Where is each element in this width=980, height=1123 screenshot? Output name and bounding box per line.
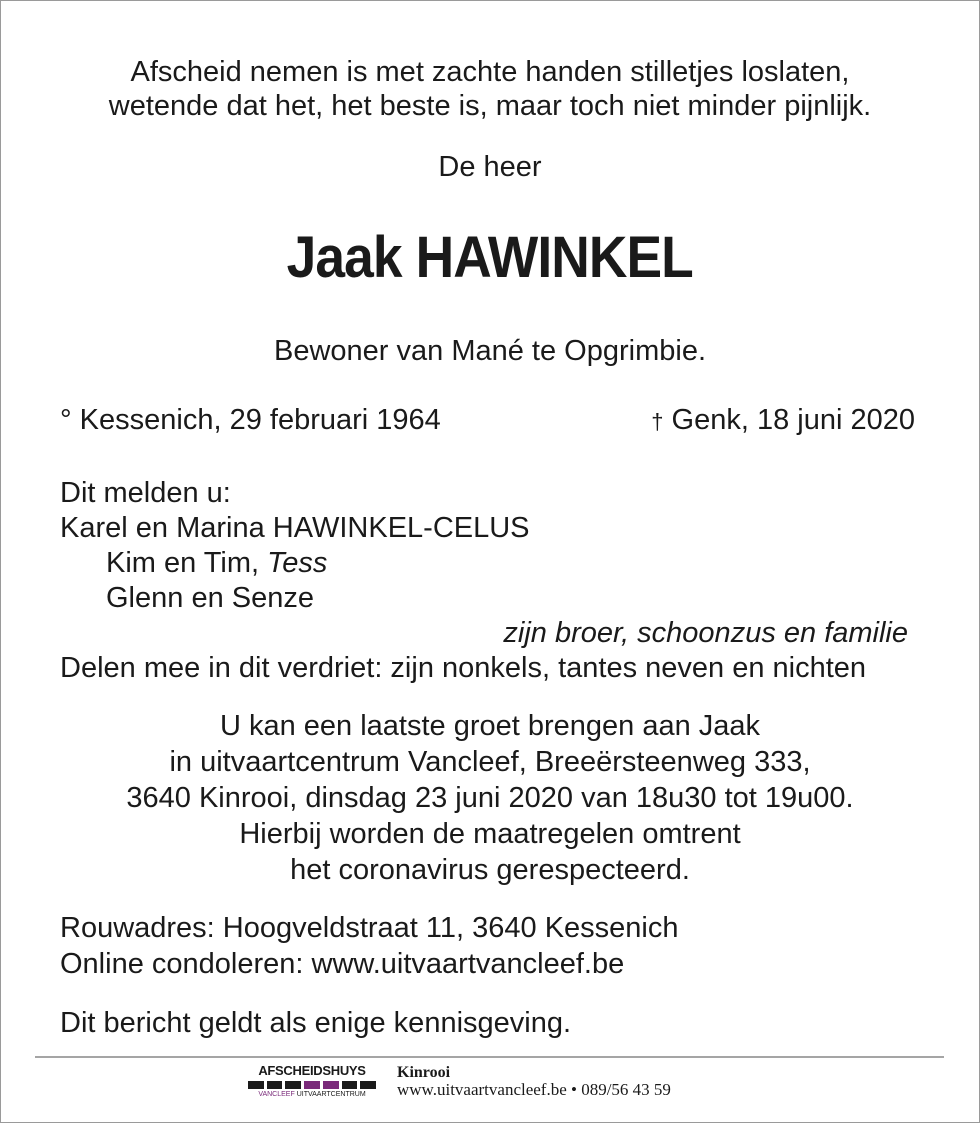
visit-line-4: Hierbij worden de maatregelen omtrent bbox=[239, 818, 741, 850]
deceased-name: Jaak HAWINKEL bbox=[286, 225, 694, 290]
announcers-shared: Delen mee in dit verdriet: zijn nonkels, tantes neven en nichten bbox=[60, 652, 867, 684]
cross-icon: † bbox=[651, 409, 664, 434]
online-condolence: Online condoleren: www.uitvaartvancleef.be bbox=[60, 948, 625, 980]
footer-divider bbox=[35, 1056, 944, 1058]
logo-sub-left: VANCLEEF bbox=[258, 1091, 295, 1098]
death-info bbox=[651, 403, 915, 439]
child-1-names: Kim en Tim, bbox=[106, 547, 260, 579]
poem-line-1: Afscheid nemen is met zachte handen stilletjes loslaten, bbox=[130, 56, 850, 88]
announcers-child-1 bbox=[106, 546, 327, 580]
logo-sub-right: UITVAARTCENTRUM bbox=[296, 1091, 366, 1098]
birth-text: Kessenich, 29 februari 1964 bbox=[79, 404, 441, 436]
announcers-child-2: Glenn en Senze bbox=[106, 582, 314, 614]
residence: Bewoner van Mané te Opgrimbie. bbox=[274, 335, 706, 367]
child-1-grandchild: Tess bbox=[267, 547, 328, 579]
visit-line-3: 3640 Kinrooi, dinsdag 23 juni 2020 van 18u30 tot 19u00. bbox=[126, 782, 854, 814]
mourning-address: Rouwadres: Hoogveldstraat 11, 3640 Kessenich bbox=[60, 912, 679, 944]
logo-bar-icon bbox=[248, 1081, 376, 1089]
birth-info bbox=[60, 403, 441, 437]
footer-contact: www.uitvaartvancleef.be • 089/56 43 59 bbox=[397, 1080, 671, 1099]
footer-place: Kinrooi bbox=[397, 1064, 451, 1081]
death-text: Genk, 18 juni 2020 bbox=[671, 404, 915, 436]
salutation: De heer bbox=[438, 151, 542, 183]
announcers-relation: zijn broer, schoonzus en familie bbox=[503, 617, 908, 649]
announcers-intro: Dit melden u: bbox=[60, 477, 231, 509]
visit-line-5: het coronavirus gerespecteerd. bbox=[290, 854, 690, 886]
funeral-home-logo-title: AFSCHEIDSHUYS bbox=[258, 1063, 366, 1078]
poem-line-2: wetende dat het, het beste is, maar toch niet minder pijnlijk. bbox=[108, 90, 872, 122]
birth-symbol: ° bbox=[60, 404, 72, 436]
funeral-home-logo-subtitle bbox=[248, 1090, 376, 1099]
visit-line-2: in uitvaartcentrum Vancleef, Breeërsteenweg 333, bbox=[169, 746, 811, 778]
notice: Dit bericht geldt als enige kennisgeving. bbox=[60, 1007, 572, 1039]
announcers-parents: Karel en Marina HAWINKEL-CELUS bbox=[60, 512, 530, 544]
visit-line-1: U kan een laatste groet brengen aan Jaak bbox=[219, 710, 761, 742]
